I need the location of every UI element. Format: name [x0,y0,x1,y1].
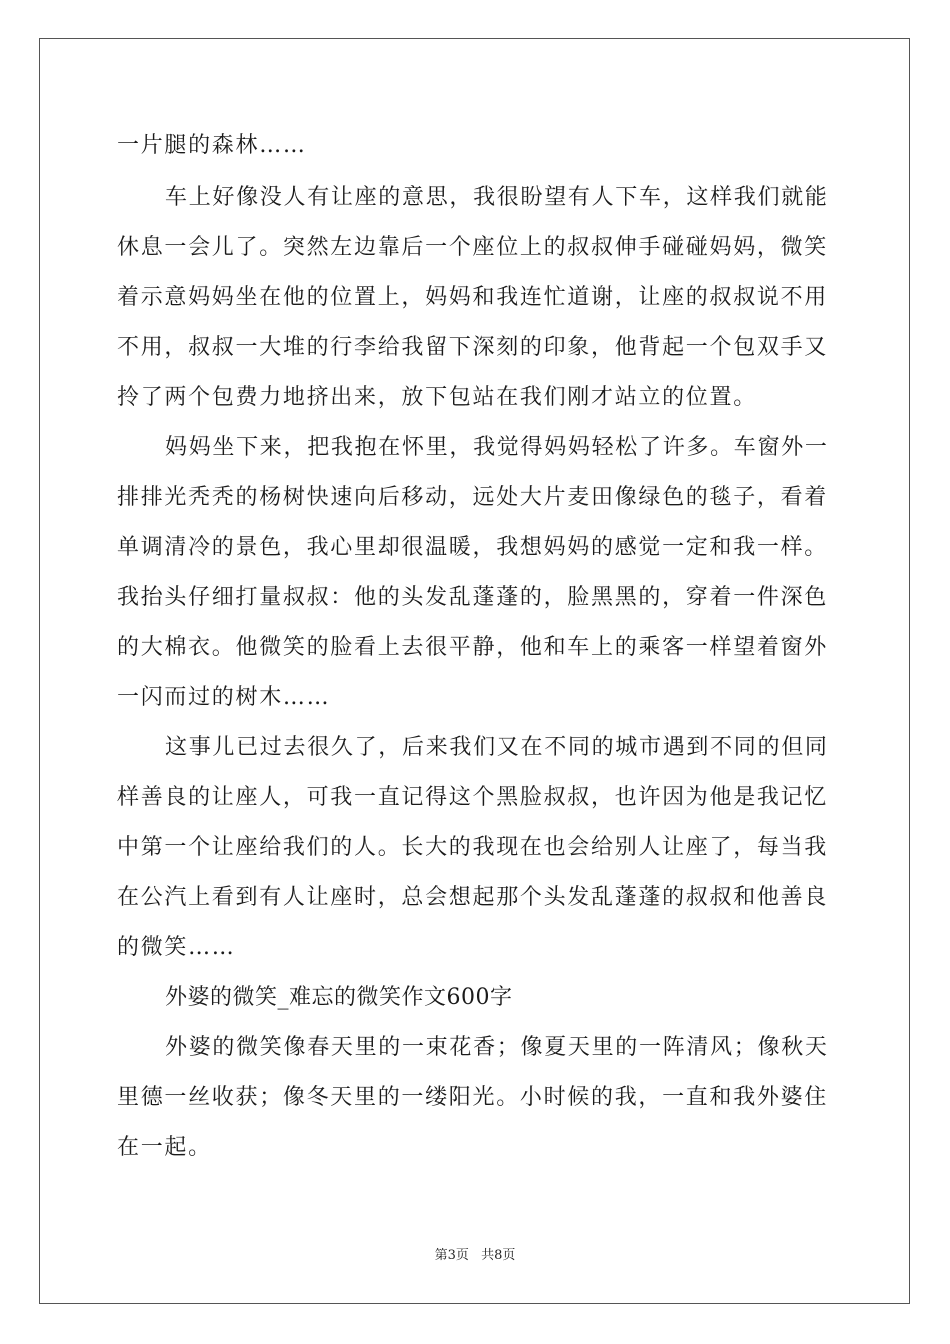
text-line: 休息一会儿了。突然左边靠后一个座位上的叔叔伸手碰碰妈妈，微笑 [117,235,829,260]
page-number: 第3页 [434,1248,469,1263]
page-total: 共8页 [481,1248,516,1263]
text-line: 不用，叔叔一大堆的行李给我留下深刻的印象，他背起一个包双手又 [117,335,829,360]
text-line: 我抬头仔细打量叔叔：他的头发乱蓬蓬的，脸黑黑的，穿着一件深色 [117,585,829,610]
page-footer [0,1247,950,1265]
text-line: 外婆的微笑像春天里的一束花香；像夏天里的一阵清风；像秋天 [165,1035,829,1060]
text-line: 妈妈坐下来，把我抱在怀里，我觉得妈妈轻松了许多。车窗外一 [165,435,829,460]
text-line: 一片腿的森林…… [117,133,307,158]
text-line: 中第一个让座给我们的人。长大的我现在也会给别人让座了，每当我 [117,835,829,860]
page-border [39,38,910,1304]
text-line: 着示意妈妈坐在他的位置上，妈妈和我连忙道谢，让座的叔叔说不用 [117,285,829,310]
text-line: 的大棉衣。他微笑的脸看上去很平静，他和车上的乘客一样望着窗外 [117,635,829,660]
text-line: 一闪而过的树木…… [117,685,331,710]
text-line: 里德一丝收获；像冬天里的一缕阳光。小时候的我，一直和我外婆住 [117,1085,829,1110]
section-title: 外婆的微笑_难忘的微笑作文600字 [165,985,513,1010]
text-line: 拎了两个包费力地挤出来，放下包站在我们刚才站立的位置。 [117,385,757,410]
text-line: 的微笑…… [117,935,236,960]
text-line: 这事儿已过去很久了，后来我们又在不同的城市遇到不同的但同 [165,735,829,760]
text-line: 在公汽上看到有人让座时，总会想起那个头发乱蓬蓬的叔叔和他善良 [117,885,829,910]
text-line: 排排光秃秃的杨树快速向后移动，远处大片麦田像绿色的毯子，看着 [117,485,829,510]
text-line: 在一起。 [117,1135,212,1160]
text-line: 样善良的让座人，可我一直记得这个黑脸叔叔，也许因为他是我记忆 [117,785,829,810]
text-line: 单调清冷的景色，我心里却很温暖，我想妈妈的感觉一定和我一样。 [117,535,829,560]
text-line: 车上好像没人有让座的意思，我很盼望有人下车，这样我们就能 [165,185,829,210]
